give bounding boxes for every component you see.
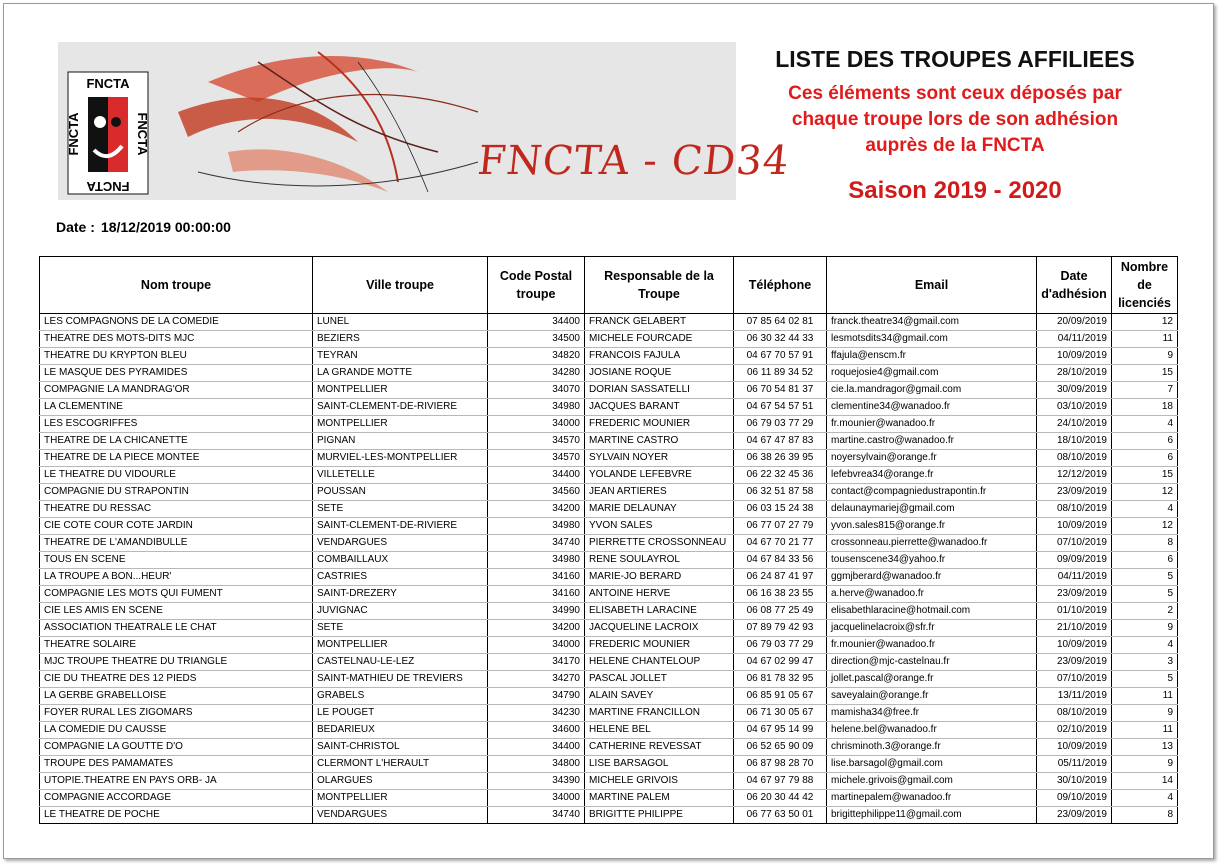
cell-ville: MONTPELLIER [313, 637, 488, 654]
cell-code-postal: 34000 [488, 637, 585, 654]
cell-telephone: 06 16 38 23 55 [734, 586, 827, 603]
cell-date: 23/09/2019 [1037, 654, 1112, 671]
cell-ville: MONTPELLIER [313, 790, 488, 807]
cell-code-postal: 34230 [488, 705, 585, 722]
cell-nom: CIE COTE COUR COTE JARDIN [40, 518, 313, 535]
cell-responsable: ANTOINE HERVE [585, 586, 734, 603]
cell-telephone: 06 03 15 24 38 [734, 501, 827, 518]
cell-licencies: 3 [1112, 654, 1178, 671]
cell-ville: SAINT-CLEMENT-DE-RIVIERE [313, 399, 488, 416]
table-row [40, 535, 1178, 552]
cell-nom: UTOPIE.THEATRE EN PAYS ORB- JA [40, 773, 313, 790]
cell-code-postal: 34990 [488, 603, 585, 620]
cell-nom: TOUS EN SCENE [40, 552, 313, 569]
table-row [40, 603, 1178, 620]
cell-telephone: 04 67 84 33 56 [734, 552, 827, 569]
cell-telephone: 06 20 30 44 42 [734, 790, 827, 807]
cell-licencies: 4 [1112, 501, 1178, 518]
cell-telephone: 04 67 70 21 77 [734, 535, 827, 552]
cell-responsable: HELENE BEL [585, 722, 734, 739]
table-row [40, 399, 1178, 416]
cell-email: ffajula@enscm.fr [827, 348, 1037, 365]
cell-ville: SAINT-MATHIEU DE TREVIERS [313, 671, 488, 688]
table-row [40, 671, 1178, 688]
brand-text: FNCTA - CD34 [475, 138, 792, 184]
table-row [40, 450, 1178, 467]
table-row [40, 501, 1178, 518]
cell-email: roquejosie4@gmail.com [827, 365, 1037, 382]
cell-ville: COMBAILLAUX [313, 552, 488, 569]
col-header-ville: Ville troupe [313, 257, 488, 314]
cell-responsable: MARTINE CASTRO [585, 433, 734, 450]
cell-date: 10/09/2019 [1037, 739, 1112, 756]
cell-ville: SAINT-CHRISTOL [313, 739, 488, 756]
cell-email: helene.bel@wanadoo.fr [827, 722, 1037, 739]
cell-code-postal: 34570 [488, 450, 585, 467]
cell-date: 24/10/2019 [1037, 416, 1112, 433]
cell-email: lefebvrea34@orange.fr [827, 467, 1037, 484]
title-block [740, 44, 1170, 205]
cell-code-postal: 34800 [488, 756, 585, 773]
fncta-banner [58, 42, 792, 200]
cell-code-postal: 34160 [488, 586, 585, 603]
cell-nom: THEATRE DE LA PIECE MONTEE [40, 450, 313, 467]
cell-telephone: 07 85 64 02 81 [734, 314, 827, 331]
cell-code-postal: 34740 [488, 807, 585, 824]
cell-email: ggmjberard@wanadoo.fr [827, 569, 1037, 586]
cell-nom: THEATRE DU KRYPTON BLEU [40, 348, 313, 365]
cell-nom: CIE LES AMIS EN SCENE [40, 603, 313, 620]
cell-code-postal: 34170 [488, 654, 585, 671]
cell-responsable: PIERRETTE CROSSONNEAU [585, 535, 734, 552]
table-row [40, 705, 1178, 722]
cell-licencies: 7 [1112, 382, 1178, 399]
table-header-row [40, 257, 1178, 314]
cell-ville: POUSSAN [313, 484, 488, 501]
table-row [40, 416, 1178, 433]
cell-date: 10/09/2019 [1037, 518, 1112, 535]
cell-code-postal: 34270 [488, 671, 585, 688]
cell-licencies: 6 [1112, 433, 1178, 450]
cell-responsable: MARIE DELAUNAY [585, 501, 734, 518]
subtitle-line: auprès de la FNCTA [865, 135, 1045, 156]
table-row [40, 365, 1178, 382]
cell-telephone: 04 67 02 99 47 [734, 654, 827, 671]
cell-telephone: 06 85 91 05 67 [734, 688, 827, 705]
date-label: Date : [56, 219, 95, 235]
cell-telephone: 06 70 54 81 37 [734, 382, 827, 399]
cell-licencies: 5 [1112, 671, 1178, 688]
cell-nom: LA CLEMENTINE [40, 399, 313, 416]
cell-date: 08/10/2019 [1037, 501, 1112, 518]
cell-licencies: 6 [1112, 450, 1178, 467]
cell-ville: SAINT-DREZERY [313, 586, 488, 603]
cell-responsable: JACQUELINE LACROIX [585, 620, 734, 637]
cell-licencies: 9 [1112, 620, 1178, 637]
cell-licencies: 13 [1112, 739, 1178, 756]
cell-email: cie.la.mandragor@gmail.com [827, 382, 1037, 399]
cell-email: delaunaymariej@gmail.com [827, 501, 1037, 518]
cell-responsable: HELENE CHANTELOUP [585, 654, 734, 671]
cell-code-postal: 34390 [488, 773, 585, 790]
cell-email: franck.theatre34@gmail.com [827, 314, 1037, 331]
cell-responsable: JACQUES BARANT [585, 399, 734, 416]
col-header-telephone: Téléphone [734, 257, 827, 314]
table-row [40, 331, 1178, 348]
cell-telephone: 06 32 51 87 58 [734, 484, 827, 501]
cell-email: mamisha34@free.fr [827, 705, 1037, 722]
col-header-licencies: Nombre de licenciés [1112, 257, 1178, 314]
logo-bottom-text: FNCTA [86, 179, 130, 194]
date-line [56, 219, 231, 235]
cell-telephone: 06 08 77 25 49 [734, 603, 827, 620]
season-label: Saison 2019 - 2020 [848, 177, 1062, 204]
cell-code-postal: 34000 [488, 416, 585, 433]
cell-code-postal: 34400 [488, 467, 585, 484]
cell-nom: LA GERBE GRABELLOISE [40, 688, 313, 705]
cell-nom: CIE DU THEATRE DES 12 PIEDS [40, 671, 313, 688]
cell-code-postal: 34070 [488, 382, 585, 399]
cell-telephone: 04 67 70 57 91 [734, 348, 827, 365]
cell-date: 10/09/2019 [1037, 637, 1112, 654]
cell-email: lesmotsdits34@gmail.com [827, 331, 1037, 348]
cell-responsable: ELISABETH LARACINE [585, 603, 734, 620]
cell-responsable: MARTINE FRANCILLON [585, 705, 734, 722]
cell-ville: CASTRIES [313, 569, 488, 586]
cell-telephone: 06 22 32 45 36 [734, 467, 827, 484]
cell-email: fr.mounier@wanadoo.fr [827, 637, 1037, 654]
table-body [40, 314, 1178, 824]
table-row [40, 314, 1178, 331]
cell-licencies: 15 [1112, 467, 1178, 484]
troupes-table [39, 256, 1178, 824]
cell-nom: THEATRE DE L'AMANDIBULLE [40, 535, 313, 552]
cell-code-postal: 34570 [488, 433, 585, 450]
cell-licencies: 9 [1112, 756, 1178, 773]
cell-telephone: 06 11 89 34 52 [734, 365, 827, 382]
cell-email: contact@compagniedustrapontin.fr [827, 484, 1037, 501]
cell-date: 05/11/2019 [1037, 756, 1112, 773]
logo-top-text: FNCTA [86, 76, 130, 91]
cell-licencies: 4 [1112, 416, 1178, 433]
cell-code-postal: 34790 [488, 688, 585, 705]
cell-licencies: 5 [1112, 569, 1178, 586]
cell-nom: THEATRE SOLAIRE [40, 637, 313, 654]
cell-email: saveyalain@orange.fr [827, 688, 1037, 705]
cell-responsable: BRIGITTE PHILIPPE [585, 807, 734, 824]
cell-code-postal: 34980 [488, 399, 585, 416]
cell-email: direction@mjc-castelnau.fr [827, 654, 1037, 671]
cell-ville: MONTPELLIER [313, 382, 488, 399]
cell-ville: LA GRANDE MOTTE [313, 365, 488, 382]
cell-code-postal: 34740 [488, 535, 585, 552]
cell-ville: MONTPELLIER [313, 416, 488, 433]
cell-telephone: 06 77 07 27 79 [734, 518, 827, 535]
cell-code-postal: 34400 [488, 739, 585, 756]
cell-code-postal: 34820 [488, 348, 585, 365]
cell-licencies: 12 [1112, 314, 1178, 331]
cell-date: 23/09/2019 [1037, 586, 1112, 603]
cell-telephone: 04 67 97 79 88 [734, 773, 827, 790]
table-row [40, 688, 1178, 705]
cell-nom: COMPAGNIE LA MANDRAG'OR [40, 382, 313, 399]
cell-ville: MURVIEL-LES-MONTPELLIER [313, 450, 488, 467]
cell-code-postal: 34280 [488, 365, 585, 382]
table-row [40, 722, 1178, 739]
cell-licencies: 15 [1112, 365, 1178, 382]
table-row [40, 433, 1178, 450]
cell-ville: GRABELS [313, 688, 488, 705]
cell-code-postal: 34160 [488, 569, 585, 586]
cell-responsable: MARTINE PALEM [585, 790, 734, 807]
cell-email: crossonneau.pierrette@wanadoo.fr [827, 535, 1037, 552]
cell-date: 07/10/2019 [1037, 671, 1112, 688]
table-row [40, 773, 1178, 790]
cell-date: 23/09/2019 [1037, 807, 1112, 824]
cell-telephone: 06 79 03 77 29 [734, 637, 827, 654]
cell-code-postal: 34980 [488, 518, 585, 535]
cell-licencies: 11 [1112, 331, 1178, 348]
logo-right-text: FNCTA [135, 112, 150, 156]
cell-ville: VILLETELLE [313, 467, 488, 484]
table-row [40, 756, 1178, 773]
cell-code-postal: 34400 [488, 314, 585, 331]
cell-code-postal: 34560 [488, 484, 585, 501]
cell-nom: THEATRE DES MOTS-DITS MJC [40, 331, 313, 348]
cell-telephone: 06 52 65 90 09 [734, 739, 827, 756]
cell-licencies: 4 [1112, 790, 1178, 807]
cell-telephone: 06 38 26 39 95 [734, 450, 827, 467]
subtitle-line: Ces éléments sont ceux déposés par [788, 83, 1122, 104]
cell-telephone: 06 30 32 44 33 [734, 331, 827, 348]
cell-date: 30/10/2019 [1037, 773, 1112, 790]
cell-responsable: DORIAN SASSATELLI [585, 382, 734, 399]
cell-ville: BEZIERS [313, 331, 488, 348]
cell-nom: TROUPE DES PAMAMATES [40, 756, 313, 773]
cell-telephone: 06 81 78 32 95 [734, 671, 827, 688]
cell-email: yvon.sales815@orange.fr [827, 518, 1037, 535]
cell-nom: THEATRE DE LA CHICANETTE [40, 433, 313, 450]
cell-telephone: 06 71 30 05 67 [734, 705, 827, 722]
cell-date: 12/12/2019 [1037, 467, 1112, 484]
table-row [40, 552, 1178, 569]
cell-responsable: JEAN ARTIERES [585, 484, 734, 501]
cell-licencies: 9 [1112, 705, 1178, 722]
cell-telephone: 04 67 95 14 99 [734, 722, 827, 739]
table-row [40, 620, 1178, 637]
cell-ville: TEYRAN [313, 348, 488, 365]
cell-email: clementine34@wanadoo.fr [827, 399, 1037, 416]
cell-email: tousenscene34@yahoo.fr [827, 552, 1037, 569]
col-header-date: Date d'adhésion [1037, 257, 1112, 314]
cell-email: noyersylvain@orange.fr [827, 450, 1037, 467]
table-row [40, 348, 1178, 365]
cell-responsable: ALAIN SAVEY [585, 688, 734, 705]
cell-responsable: YOLANDE LEFEBVRE [585, 467, 734, 484]
cell-responsable: MARIE-JO BERARD [585, 569, 734, 586]
cell-email: michele.grivois@gmail.com [827, 773, 1037, 790]
subtitle [740, 81, 1170, 159]
cell-responsable: FRANCOIS FAJULA [585, 348, 734, 365]
cell-ville: CLERMONT L'HERAULT [313, 756, 488, 773]
cell-licencies: 8 [1112, 535, 1178, 552]
cell-code-postal: 34500 [488, 331, 585, 348]
cell-telephone: 06 24 87 41 97 [734, 569, 827, 586]
cell-nom: LES ESCOGRIFFES [40, 416, 313, 433]
cell-ville: JUVIGNAC [313, 603, 488, 620]
cell-code-postal: 34980 [488, 552, 585, 569]
col-header-email: Email [827, 257, 1037, 314]
cell-nom: COMPAGNIE LES MOTS QUI FUMENT [40, 586, 313, 603]
cell-licencies: 12 [1112, 518, 1178, 535]
cell-licencies: 6 [1112, 552, 1178, 569]
cell-ville: OLARGUES [313, 773, 488, 790]
cell-ville: SAINT-CLEMENT-DE-RIVIERE [313, 518, 488, 535]
cell-date: 23/09/2019 [1037, 484, 1112, 501]
cell-date: 09/09/2019 [1037, 552, 1112, 569]
cell-nom: LA TROUPE A BON...HEUR' [40, 569, 313, 586]
cell-ville: SETE [313, 620, 488, 637]
cell-date: 03/10/2019 [1037, 399, 1112, 416]
cell-nom: LE THEATRE DE POCHE [40, 807, 313, 824]
cell-ville: LE POUGET [313, 705, 488, 722]
cell-date: 30/09/2019 [1037, 382, 1112, 399]
table-row [40, 467, 1178, 484]
cell-email: a.herve@wanadoo.fr [827, 586, 1037, 603]
cell-date: 10/09/2019 [1037, 348, 1112, 365]
cell-licencies: 9 [1112, 348, 1178, 365]
cell-responsable: MICHELE GRIVOIS [585, 773, 734, 790]
cell-telephone: 06 79 03 77 29 [734, 416, 827, 433]
cell-responsable: LISE BARSAGOL [585, 756, 734, 773]
cell-ville: VENDARGUES [313, 535, 488, 552]
cell-code-postal: 34000 [488, 790, 585, 807]
cell-nom: ASSOCIATION THEATRALE LE CHAT [40, 620, 313, 637]
cell-telephone: 04 67 54 57 51 [734, 399, 827, 416]
cell-nom: COMPAGNIE LA GOUTTE D'O [40, 739, 313, 756]
cell-ville: CASTELNAU-LE-LEZ [313, 654, 488, 671]
cell-nom: FOYER RURAL LES ZIGOMARS [40, 705, 313, 722]
cell-code-postal: 34600 [488, 722, 585, 739]
table-row [40, 739, 1178, 756]
table-row [40, 654, 1178, 671]
cell-telephone: 04 67 47 87 83 [734, 433, 827, 450]
cell-email: jollet.pascal@orange.fr [827, 671, 1037, 688]
cell-licencies: 12 [1112, 484, 1178, 501]
cell-responsable: CATHERINE REVESSAT [585, 739, 734, 756]
cell-email: lise.barsagol@gmail.com [827, 756, 1037, 773]
cell-date: 01/10/2019 [1037, 603, 1112, 620]
cell-licencies: 11 [1112, 722, 1178, 739]
cell-responsable: FRANCK GELABERT [585, 314, 734, 331]
cell-date: 08/10/2019 [1037, 450, 1112, 467]
table-row [40, 569, 1178, 586]
cell-ville: SETE [313, 501, 488, 518]
cell-email: fr.mounier@wanadoo.fr [827, 416, 1037, 433]
table-row [40, 637, 1178, 654]
cell-date: 08/10/2019 [1037, 705, 1112, 722]
cell-responsable: FREDERIC MOUNIER [585, 637, 734, 654]
cell-telephone: 06 77 63 50 01 [734, 807, 827, 824]
cell-responsable: RENE SOULAYROL [585, 552, 734, 569]
cell-date: 20/09/2019 [1037, 314, 1112, 331]
cell-email: elisabethlaracine@hotmail.com [827, 603, 1037, 620]
cell-licencies: 8 [1112, 807, 1178, 824]
page-title: LISTE DES TROUPES AFFILIEES [775, 46, 1135, 72]
cell-responsable: FREDERIC MOUNIER [585, 416, 734, 433]
cell-email: chrisminoth.3@orange.fr [827, 739, 1037, 756]
cell-responsable: SYLVAIN NOYER [585, 450, 734, 467]
cell-email: martine.castro@wanadoo.fr [827, 433, 1037, 450]
table-row [40, 586, 1178, 603]
cell-nom: LE THEATRE DU VIDOURLE [40, 467, 313, 484]
cell-licencies: 5 [1112, 586, 1178, 603]
cell-date: 21/10/2019 [1037, 620, 1112, 637]
col-header-code-postal: Code Postal troupe [488, 257, 585, 314]
cell-email: brigittephilippe11@gmail.com [827, 807, 1037, 824]
logo-left-text: FNCTA [66, 112, 81, 156]
cell-responsable: YVON SALES [585, 518, 734, 535]
cell-ville: PIGNAN [313, 433, 488, 450]
table-row [40, 807, 1178, 824]
table-row [40, 484, 1178, 501]
table-row [40, 790, 1178, 807]
cell-nom: LES COMPAGNONS DE LA COMEDIE [40, 314, 313, 331]
cell-telephone: 07 89 79 42 93 [734, 620, 827, 637]
cell-date: 13/11/2019 [1037, 688, 1112, 705]
cell-email: martinepalem@wanadoo.fr [827, 790, 1037, 807]
cell-ville: LUNEL [313, 314, 488, 331]
cell-telephone: 06 87 98 28 70 [734, 756, 827, 773]
cell-code-postal: 34200 [488, 620, 585, 637]
cell-responsable: MICHELE FOURCADE [585, 331, 734, 348]
cell-date: 09/10/2019 [1037, 790, 1112, 807]
cell-date: 02/10/2019 [1037, 722, 1112, 739]
subtitle-line: chaque troupe lors de son adhésion [791, 109, 1119, 130]
cell-ville: BEDARIEUX [313, 722, 488, 739]
cell-licencies: 11 [1112, 688, 1178, 705]
cell-nom: COMPAGNIE ACCORDAGE [40, 790, 313, 807]
cell-licencies: 4 [1112, 637, 1178, 654]
cell-date: 28/10/2019 [1037, 365, 1112, 382]
cell-ville: VENDARGUES [313, 807, 488, 824]
cell-code-postal: 34200 [488, 501, 585, 518]
cell-date: 07/10/2019 [1037, 535, 1112, 552]
cell-nom: LA COMEDIE DU CAUSSE [40, 722, 313, 739]
cell-responsable: PASCAL JOLLET [585, 671, 734, 688]
col-header-responsable: Responsable de la Troupe [585, 257, 734, 314]
cell-date: 04/11/2019 [1037, 331, 1112, 348]
cell-date: 04/11/2019 [1037, 569, 1112, 586]
cell-nom: LE MASQUE DES PYRAMIDES [40, 365, 313, 382]
cell-licencies: 14 [1112, 773, 1178, 790]
cell-email: jacquelinelacroix@sfr.fr [827, 620, 1037, 637]
col-header-nom: Nom troupe [40, 257, 313, 314]
cell-date: 18/10/2019 [1037, 433, 1112, 450]
cell-nom: MJC TROUPE THEATRE DU TRIANGLE [40, 654, 313, 671]
cell-licencies: 2 [1112, 603, 1178, 620]
cell-nom: COMPAGNIE DU STRAPONTIN [40, 484, 313, 501]
table-row [40, 518, 1178, 535]
cell-licencies: 18 [1112, 399, 1178, 416]
date-value: 18/12/2019 00:00:00 [100, 219, 231, 235]
cell-responsable: JOSIANE ROQUE [585, 365, 734, 382]
table-row [40, 382, 1178, 399]
cell-nom: THEATRE DU RESSAC [40, 501, 313, 518]
